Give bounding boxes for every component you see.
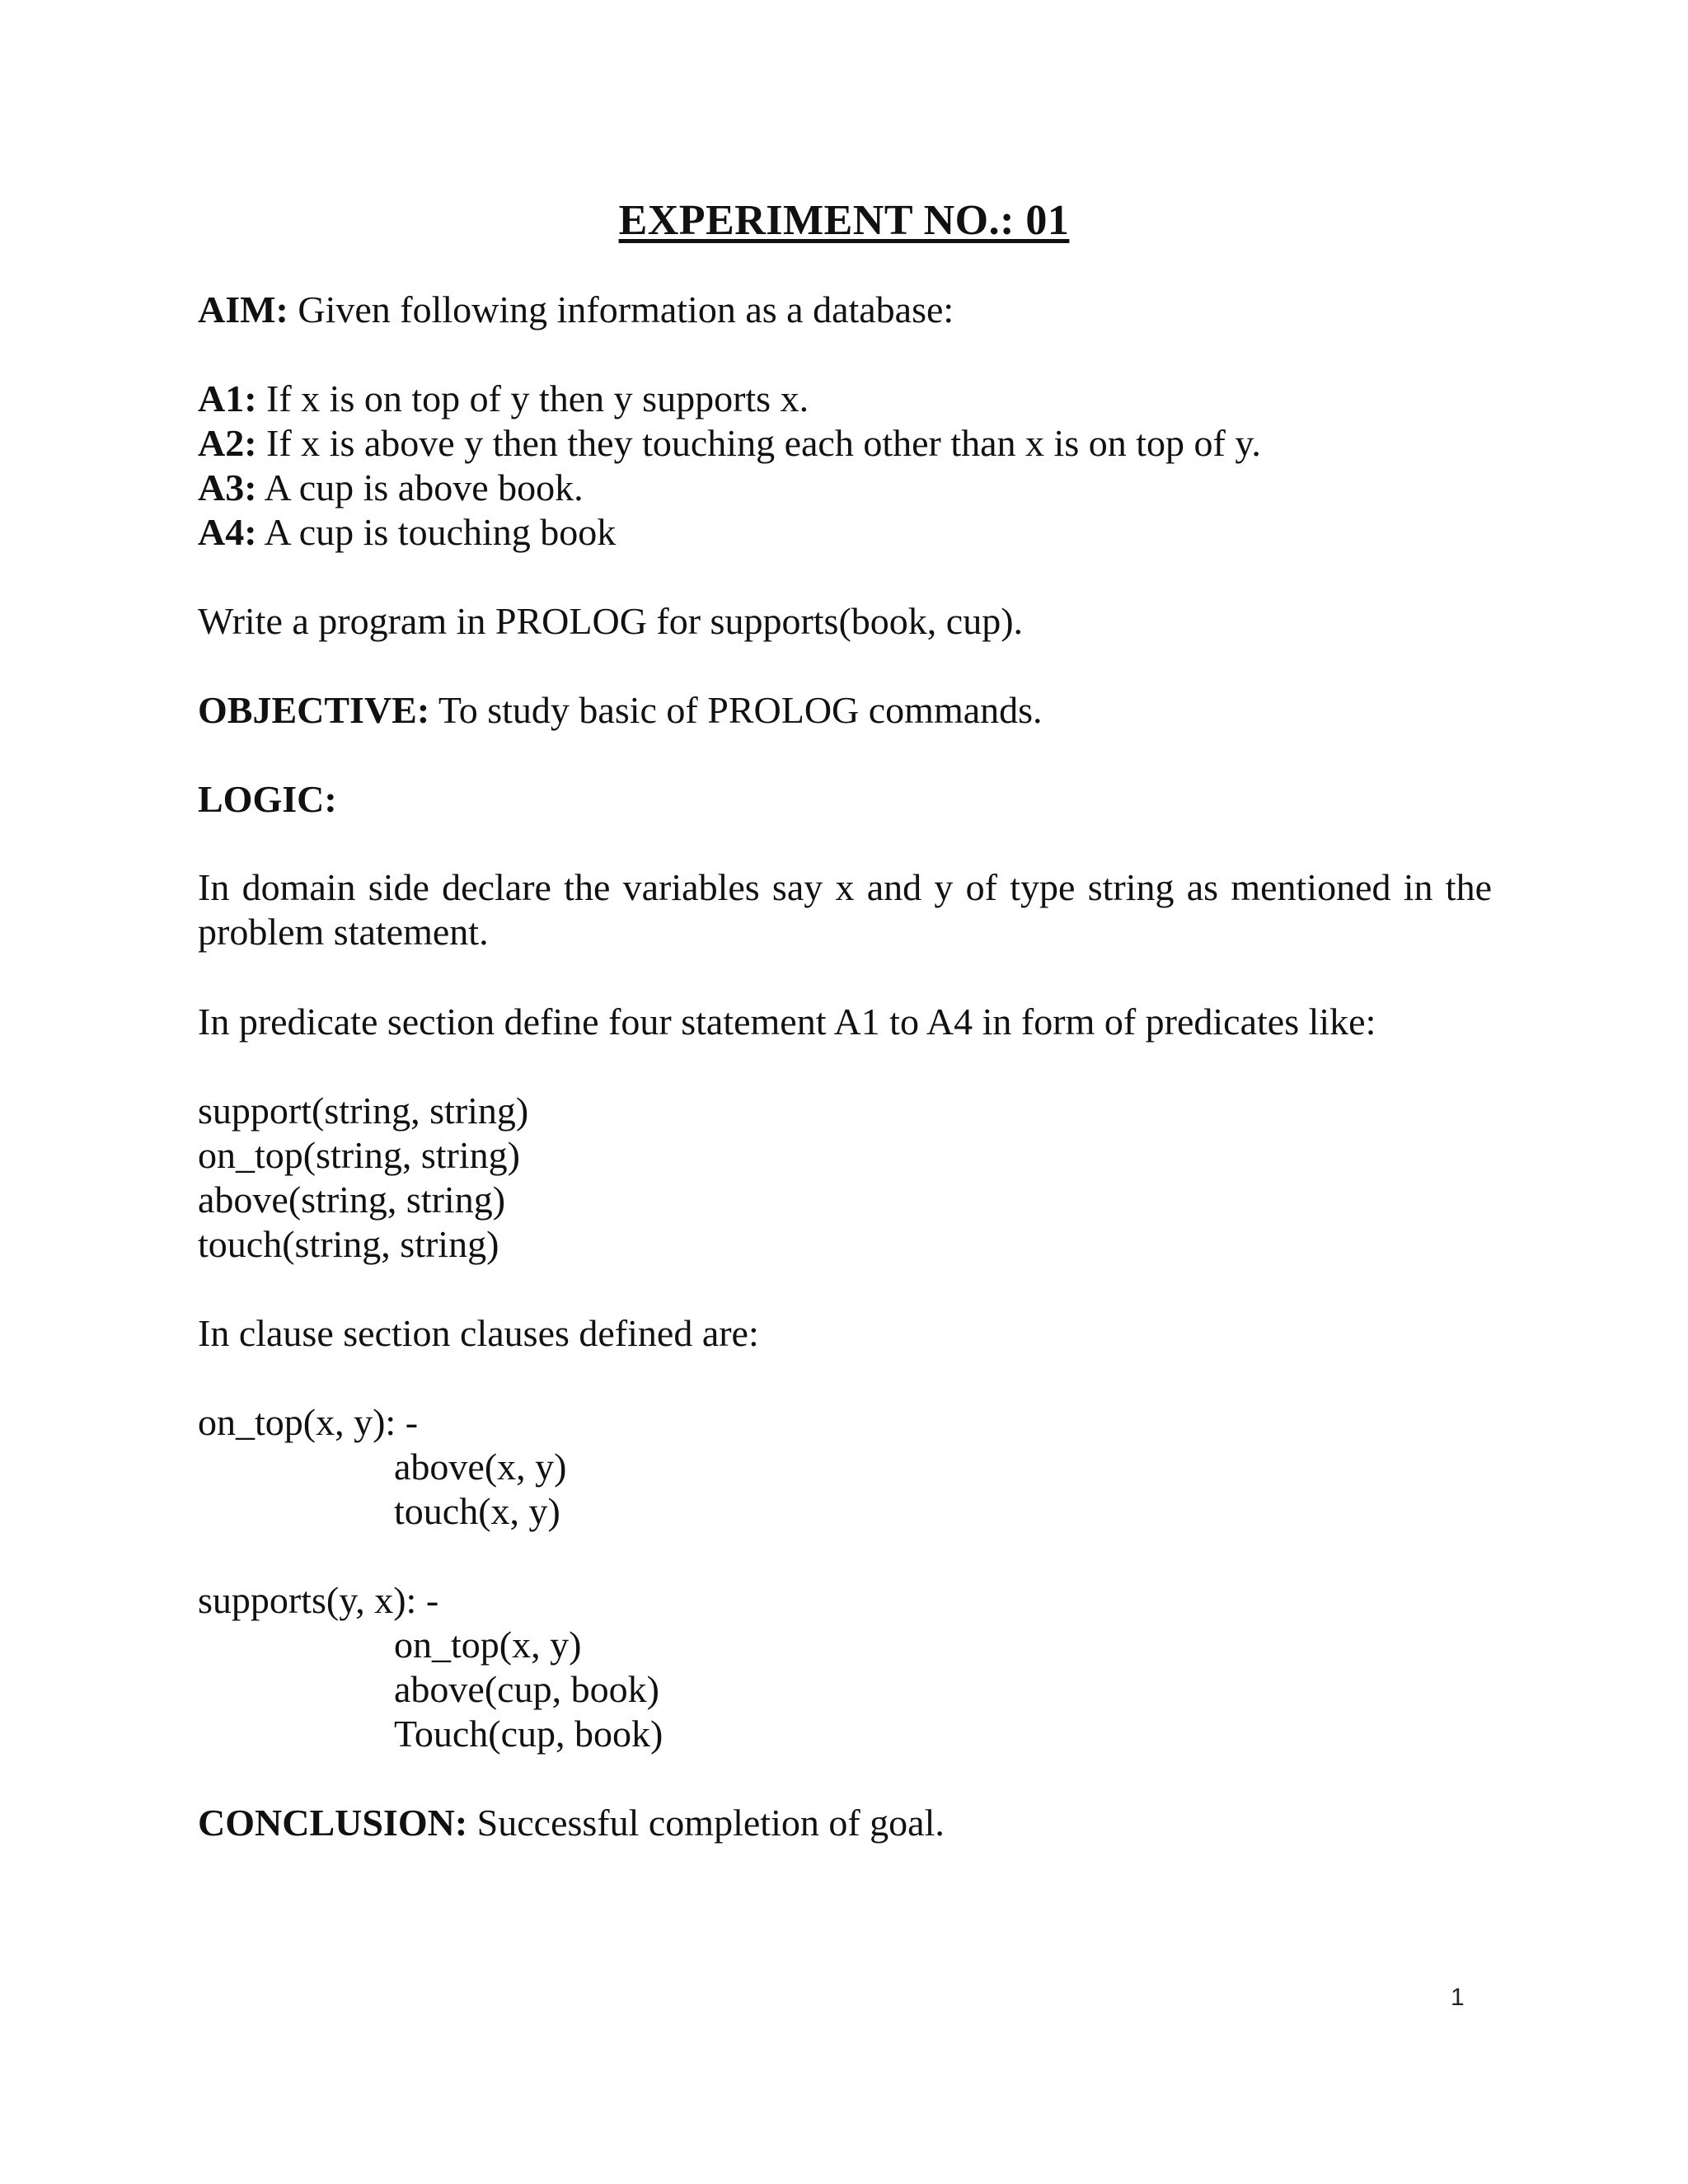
page-title: EXPERIMENT NO.: 01 xyxy=(618,197,1070,244)
aim-label: AIM: xyxy=(198,288,288,330)
aim-text: Given following information as a database: xyxy=(288,288,954,330)
conclusion-line xyxy=(198,1800,945,1846)
predicate-item: support(string, string) xyxy=(198,1090,529,1132)
fact-a2 xyxy=(198,420,1261,466)
fact-label: A2: xyxy=(198,422,257,464)
fact-label: A4: xyxy=(198,511,257,553)
fact-label: A3: xyxy=(198,466,257,509)
predicate-item: above(string, string) xyxy=(198,1179,506,1221)
domain-paragraph: In domain side declare the variables say x and y of type string as mentioned in the problem statement. xyxy=(198,866,1492,953)
clause-body-line: above(x, y) xyxy=(394,1446,567,1488)
predicate-item: on_top(string, string) xyxy=(198,1134,520,1176)
objective-line xyxy=(198,687,1043,733)
logic-heading: LOGIC: xyxy=(198,778,337,820)
predicate-intro: In predicate section define four statement A1 to A4 in form of predicates like: xyxy=(198,1001,1376,1043)
clause-head: supports(y, x): - xyxy=(198,1579,439,1621)
objective-text: To study basic of PROLOG commands. xyxy=(429,689,1043,731)
aim-line xyxy=(198,287,954,333)
objective-label: OBJECTIVE: xyxy=(198,689,430,731)
clause-body-line: Touch(cup, book) xyxy=(394,1713,663,1755)
fact-a4 xyxy=(198,509,616,555)
fact-a3 xyxy=(198,465,584,511)
fact-text: If x is above y then they touching each other than x is on top of y. xyxy=(256,422,1261,464)
clause-body-line: above(cup, book) xyxy=(394,1668,659,1710)
clause-body-line: on_top(x, y) xyxy=(394,1624,582,1666)
clause-intro: In clause section clauses defined are: xyxy=(198,1312,759,1354)
conclusion-label: CONCLUSION: xyxy=(198,1802,468,1844)
page-number: 1 xyxy=(1451,1984,1465,2011)
fact-text: If x is on top of y then y supports x. xyxy=(256,377,809,419)
clause-body-line: touch(x, y) xyxy=(394,1490,560,1532)
predicate-item: touch(string, string) xyxy=(198,1223,499,1265)
fact-label: A1: xyxy=(198,377,257,419)
fact-text: A cup is above book. xyxy=(256,466,584,509)
conclusion-text: Successful completion of goal. xyxy=(467,1802,945,1844)
fact-text: A cup is touching book xyxy=(256,511,617,553)
task-statement: Write a program in PROLOG for supports(book, cup). xyxy=(198,600,1024,642)
clause-head: on_top(x, y): - xyxy=(198,1401,419,1443)
fact-a1 xyxy=(198,376,809,422)
